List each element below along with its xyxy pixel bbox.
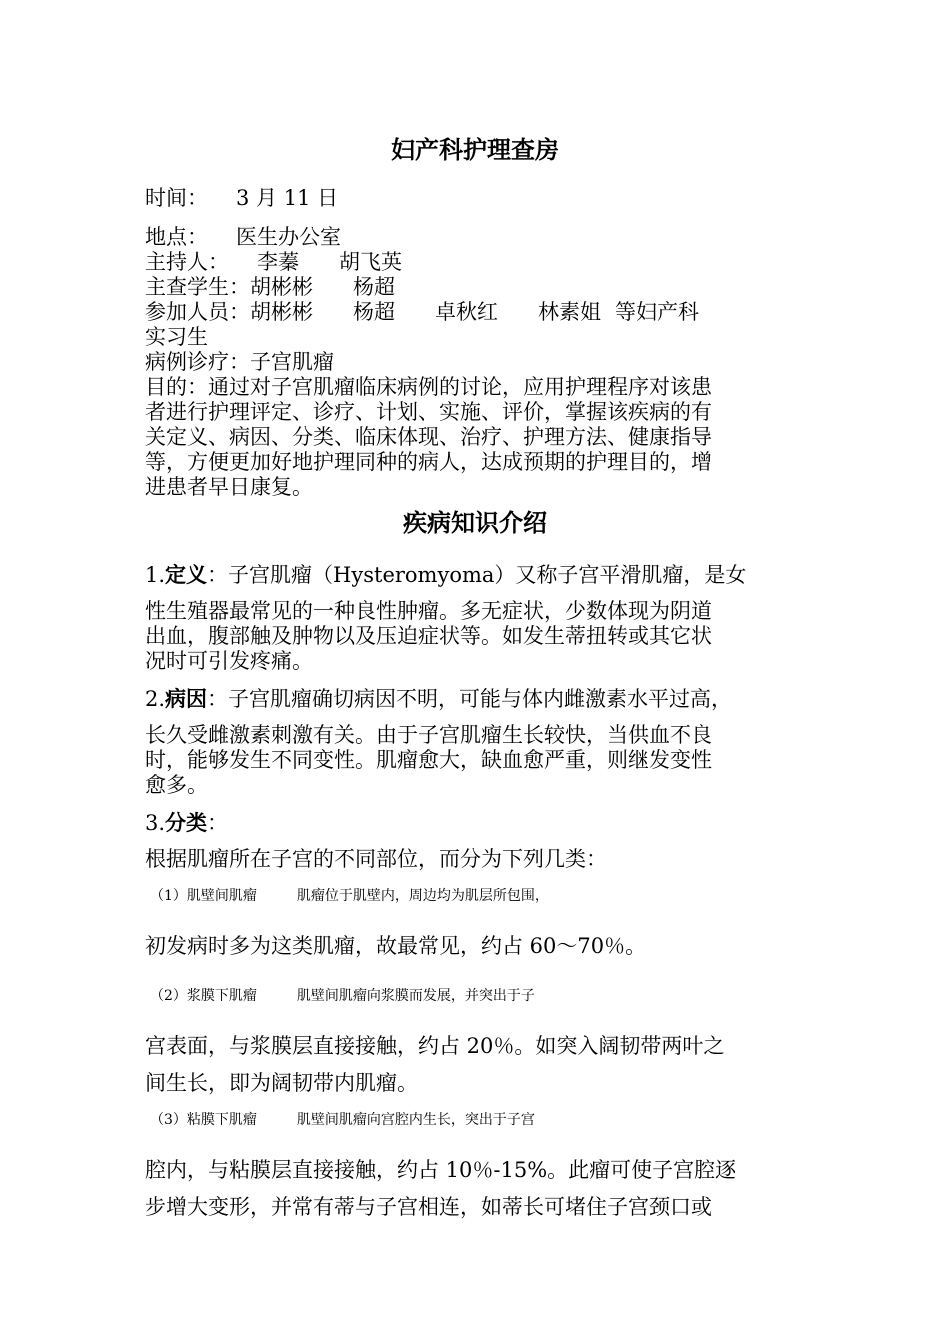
purpose-line: 者进行护理评定、诊疗、计划、实施、评价，掌握该疾病的有 [145,400,712,424]
diagnosis-value: 子宫肌瘤 [250,350,334,374]
participant-name: 林素姐 [538,300,601,324]
cause-line: 愈多。 [145,773,208,797]
place-value: 医生办公室 [236,225,341,249]
lead-student-name: 胡彬彬 [250,275,313,299]
classification-number: 3. [145,811,166,835]
participants-label: 参加人员： [145,300,250,324]
time-row [145,186,810,211]
place-row [145,225,810,250]
cause-number: 2. [145,687,166,711]
item-text: 肌壁间肌瘤向宫腔内生长，突出于子宫 [296,1112,535,1128]
cause-label: 病因 [165,686,208,711]
classification-label: 分类 [165,810,208,835]
document-title: 妇产科护理查房 [391,135,559,164]
place-label: 地点： [145,225,208,249]
purpose-line: 等，方便更加好地护理同种的病人，达成预期的护理目的，增 [145,450,712,474]
classification-item-2-line: 宫表面，与浆膜层直接接触，约占 20％。如突入阔韧带两叶之 [145,1034,725,1058]
host-name: 胡飞英 [339,250,402,274]
participants-tail: 实习生 [145,325,208,349]
lead-student-name: 杨超 [353,275,395,299]
definition-number: 1. [145,563,166,587]
definition-heading-line [145,562,810,588]
time-label: 时间： [145,186,208,210]
classification-item-1-line: 初发病时多为这类肌瘤，故最常见，约占 60～70％。 [145,934,647,958]
classification-item-1 [150,884,815,909]
definition-text: ：子宫肌瘤（Hysteromyoma）又称子宫平滑肌瘤，是女 [207,563,747,587]
classification-item-2-line: 间生长，即为阔韧带内肌瘤。 [145,1071,418,1095]
lead-student-row [145,275,810,300]
host-row [145,250,810,275]
host-name: 李蓁 [257,250,299,274]
cause-heading-line [145,686,810,712]
item-text: 肌壁间肌瘤向浆膜而发展，并突出于子 [296,988,535,1004]
participants-row-continued [145,325,810,350]
classification-item-3 [150,1108,815,1133]
classification-intro: 根据肌瘤所在子宫的不同部位，而分为下列几类： [145,847,607,871]
purpose-line: 进患者早日康复。 [145,475,313,499]
participant-name: 卓秋红 [435,300,498,324]
host-label: 主持人： [145,250,229,274]
cause-line: 时，能够发生不同变性。肌瘤愈大，缺血愈严重，则继发变性 [145,748,712,772]
definition-label: 定义 [165,562,208,587]
diagnosis-label: 病例诊疗： [145,350,250,374]
item-text: 肌瘤位于肌壁内，周边均为肌层所包围， [296,888,549,904]
item-name: （1）肌壁间肌瘤 [150,888,257,904]
cause-line: 长久受雌激素刺激有关。由于子宫肌瘤生长较快，当供血不良 [145,723,712,747]
purpose-line: 关定义、病因、分类、临床体现、治疗、护理方法、健康指导 [145,425,712,449]
participant-name: 胡彬彬 [250,300,313,324]
item-name: （3）粘膜下肌瘤 [150,1112,257,1128]
time-value: 3 月 11 日 [236,186,339,210]
classification-heading [145,810,810,836]
classification-item-3-line: 步增大变形，并常有蒂与子宫相连，如蒂长可堵住子宫颈口或 [145,1195,712,1219]
section-title: 疾病知识介绍 [403,508,547,537]
classification-item-3-line: 腔内，与粘膜层直接接触，约占 10％-15%。此瘤可使子宫腔逐 [145,1158,737,1182]
participants-tail: 等妇产科 [615,300,699,324]
definition-line: 出血，腹部触及肿物以及压迫症状等。如发生蒂扭转或其它状 [145,624,712,648]
definition-line: 况时可引发疼痛。 [145,649,313,673]
item-name: （2）浆膜下肌瘤 [150,988,257,1004]
purpose-line: 目的：通过对子宫肌瘤临床病例的讨论，应用护理程序对该患 [145,375,712,399]
classification-colon: ： [207,811,229,835]
classification-item-2 [150,984,815,1009]
lead-student-label: 主查学生： [145,275,250,299]
participant-name: 杨超 [353,300,395,324]
diagnosis-row [145,350,810,375]
participants-row [145,300,810,325]
definition-line: 性生殖器最常见的一种良性肿瘤。多无症状，少数体现为阴道 [145,599,712,623]
cause-text: ：子宫肌瘤确切病因不明，可能与体内雌激素水平过高， [207,687,733,711]
